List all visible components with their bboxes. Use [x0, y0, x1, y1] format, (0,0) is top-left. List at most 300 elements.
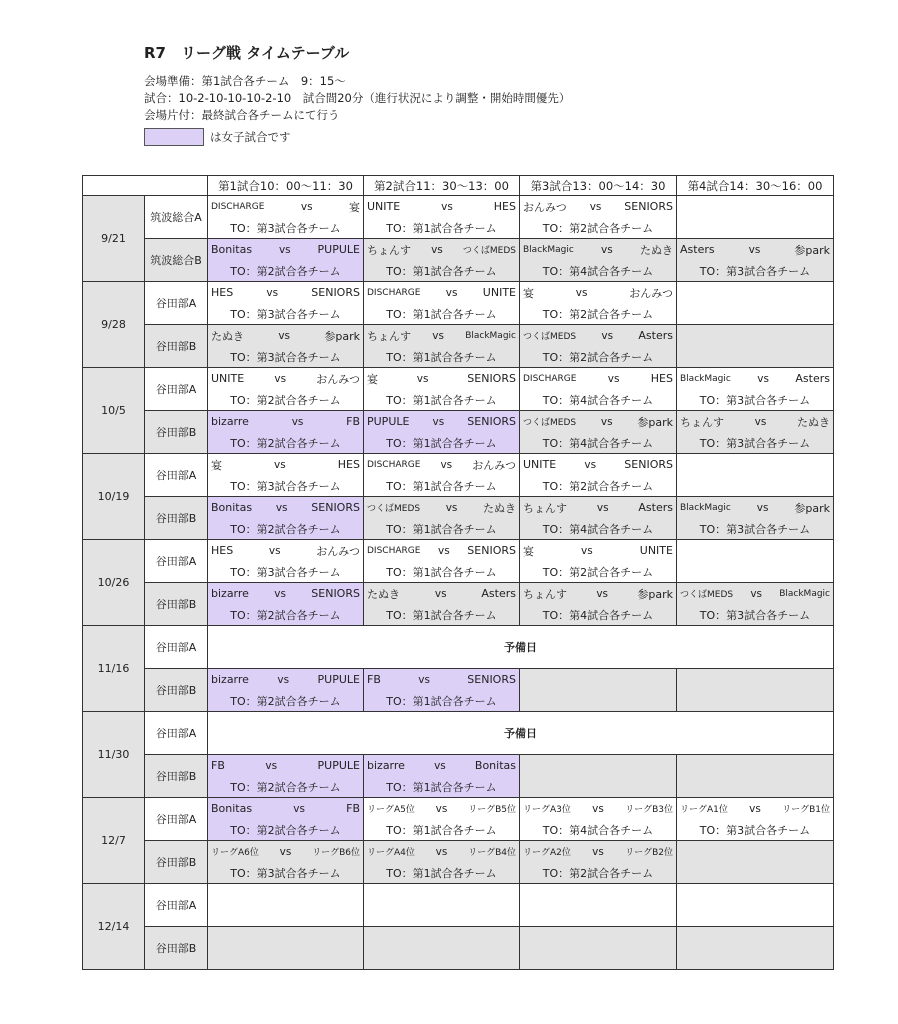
matchup	[208, 497, 363, 518]
table-official-assignment: TO：第1試合各チーム	[364, 690, 519, 711]
vs-label: vs	[278, 329, 291, 342]
match	[364, 239, 519, 281]
venue-cell: 谷田部B	[145, 325, 208, 368]
vs-label: vs	[268, 544, 281, 557]
header-row	[83, 176, 834, 196]
matchup	[677, 411, 833, 432]
match	[520, 325, 676, 367]
vs-label: vs	[445, 286, 458, 299]
vs-label: vs	[438, 544, 450, 557]
game-cell	[364, 798, 520, 841]
table-official-assignment: TO：第2試合各チーム	[230, 393, 341, 407]
away-team: UNITE	[639, 544, 673, 557]
away-team: HES	[493, 200, 516, 213]
game-cell	[520, 454, 677, 497]
away-team: たぬき	[639, 243, 673, 257]
away-team: 参park	[637, 587, 673, 601]
vs-label: vs	[754, 415, 767, 428]
date-cell: 9/28	[83, 282, 145, 368]
matchup	[208, 755, 363, 776]
game-cell	[677, 497, 834, 540]
venue-cell: 谷田部A	[145, 540, 208, 583]
vs-label: vs	[432, 415, 445, 428]
vs-label: vs	[748, 243, 761, 256]
legend-label: は女子試合です	[210, 130, 291, 144]
game-cell	[364, 325, 520, 368]
game-cell	[208, 755, 364, 798]
vs-label: vs	[584, 458, 597, 471]
table-official-assignment: TO：第1試合各チーム	[386, 350, 497, 364]
schedule-row	[83, 927, 834, 970]
schedule-row	[83, 454, 834, 497]
table-official-assignment: TO：第3試合各チーム	[230, 479, 341, 493]
table-official-assignment: TO：第4試合各チーム	[542, 264, 654, 278]
matchup	[208, 282, 363, 303]
schedule-row	[83, 540, 834, 583]
away-team: リーグB5位	[468, 805, 516, 815]
game-cell	[677, 798, 834, 841]
game-cell	[364, 669, 520, 712]
table-official-assignment: TO：第1試合各チーム	[386, 608, 497, 622]
schedule-row	[83, 282, 834, 325]
home-team: bizarre	[211, 673, 249, 686]
home-team: リーグA2位	[523, 848, 571, 858]
home-team: つくばMEDS	[523, 332, 577, 342]
match	[520, 239, 676, 281]
match	[208, 454, 363, 496]
game-cell	[677, 411, 834, 454]
table-official-assignment: TO：第1試合各チーム	[386, 221, 497, 235]
venue-cell: 谷田部A	[145, 798, 208, 841]
legend	[144, 128, 570, 146]
table-official-assignment: TO：第3試合各チーム	[230, 565, 341, 579]
vs-label: vs	[275, 501, 288, 514]
matchup	[677, 583, 833, 604]
matchup	[520, 239, 676, 260]
game-cell	[364, 755, 520, 798]
table-official-assignment: TO：第3試合各チーム	[699, 823, 811, 837]
matchup	[677, 239, 833, 260]
game-cell	[677, 927, 834, 970]
home-team: リーグA1位	[680, 805, 728, 815]
matchup	[520, 798, 676, 819]
girls-match	[208, 497, 363, 539]
home-team: DISCHARGE	[367, 287, 421, 298]
matchup	[520, 540, 676, 561]
schedule-row	[83, 626, 834, 669]
away-team: SENIORS	[311, 286, 360, 299]
away-team: SENIORS	[467, 673, 516, 686]
home-team: 宴	[211, 458, 222, 472]
match	[520, 583, 676, 625]
matchup	[364, 798, 519, 819]
match	[520, 841, 676, 883]
home-team: リーグA6位	[211, 848, 259, 858]
schedule-row	[83, 583, 834, 626]
spare-day-cell: 予備日	[208, 626, 834, 669]
table-official-assignment: TO：第2試合各チーム	[208, 260, 363, 281]
vs-label: vs	[592, 845, 604, 858]
home-team: つくばMEDS	[367, 504, 421, 514]
game-cell	[364, 497, 520, 540]
schedule-row	[83, 669, 834, 712]
col-header-game1: 第1試合10：00～11：30	[208, 176, 364, 196]
game-cell	[364, 884, 520, 927]
match	[520, 798, 676, 840]
vs-label: vs	[757, 372, 769, 385]
away-team: リーグB4位	[468, 848, 516, 858]
game-cell	[208, 669, 364, 712]
home-team: DISCHARGE	[367, 545, 421, 556]
home-team: Bonitas	[211, 802, 253, 815]
matchup	[364, 669, 519, 690]
table-official-assignment: TO：第1試合各チーム	[386, 522, 497, 536]
vs-label: vs	[434, 587, 447, 600]
game-cell	[520, 196, 677, 239]
game-cell	[364, 454, 520, 497]
table-official-assignment: TO：第2試合各チーム	[542, 350, 654, 364]
vs-label: vs	[274, 587, 286, 600]
vs-label: vs	[265, 759, 278, 772]
table-official-assignment: TO：第2試合各チーム	[542, 307, 654, 321]
page-header	[144, 42, 570, 146]
game-cell	[364, 540, 520, 583]
away-team: PUPULE	[317, 759, 360, 772]
game-format-note: 試合：10-2-10-10-10-2-10 試合間20分（進行状況により調整・開始時間優先）	[144, 91, 571, 105]
matchup	[208, 325, 363, 346]
matchup	[520, 196, 676, 217]
matchup	[364, 411, 519, 432]
table-official-assignment: TO：第3試合各チーム	[230, 221, 341, 235]
vs-label: vs	[435, 802, 448, 815]
venue-cell: 谷田部B	[145, 411, 208, 454]
game-cell	[208, 368, 364, 411]
matchup	[364, 325, 519, 346]
home-team: UNITE	[523, 458, 557, 471]
home-team: bizarre	[211, 587, 249, 600]
game-cell	[208, 927, 364, 970]
game-cell	[677, 884, 834, 927]
game-cell	[208, 497, 364, 540]
away-team: HES	[650, 372, 673, 385]
away-team: つくばMEDS	[462, 246, 516, 256]
match	[677, 368, 833, 410]
matchup	[364, 755, 519, 776]
schedule-row	[83, 239, 834, 282]
game-cell	[208, 583, 364, 626]
home-team: UNITE	[367, 200, 401, 213]
away-team: SENIORS	[624, 458, 673, 471]
corner-cell	[83, 176, 208, 196]
table-official-assignment: TO：第1試合各チーム	[386, 264, 497, 278]
venue-cell: 筑波総合A	[145, 196, 208, 239]
vs-label: vs	[749, 802, 761, 815]
vs-label: vs	[277, 673, 290, 686]
table-official-assignment: TO：第3試合各チーム	[699, 522, 811, 536]
matchup	[677, 368, 833, 389]
matchup	[208, 583, 363, 604]
game-cell	[208, 798, 364, 841]
matchup	[364, 282, 519, 303]
home-team: ちょんす	[367, 243, 411, 257]
game-cell	[364, 196, 520, 239]
away-team: リーグB1位	[782, 805, 830, 815]
girls-match	[208, 239, 363, 281]
vs-label: vs	[581, 544, 593, 557]
table-official-assignment: TO：第4試合各チーム	[542, 436, 654, 450]
schedule-row	[83, 411, 834, 454]
away-team: PUPULE	[317, 673, 360, 686]
home-team: つくばMEDS	[523, 418, 577, 428]
home-team: たぬき	[211, 329, 244, 343]
matchup	[364, 239, 519, 260]
vs-label: vs	[291, 415, 304, 428]
venue-cell: 谷田部B	[145, 583, 208, 626]
away-team: おんみつ	[316, 544, 360, 558]
table-official-assignment: TO：第3試合各チーム	[230, 307, 341, 321]
game-cell	[364, 282, 520, 325]
game-cell	[208, 239, 364, 282]
away-team: リーグB6位	[312, 848, 360, 858]
table-official-assignment: TO：第1試合各チーム	[386, 866, 497, 880]
venue-cell: 谷田部A	[145, 626, 208, 669]
home-team: Bonitas	[211, 501, 253, 514]
schedule-row	[83, 755, 834, 798]
match	[364, 497, 519, 539]
matchup	[208, 669, 363, 690]
table-official-assignment: TO：第2試合各チーム	[208, 432, 363, 453]
table-official-assignment: TO：第2試合各チーム	[208, 690, 363, 711]
table-official-assignment: TO：第2試合各チーム	[542, 479, 654, 493]
home-team: PUPULE	[367, 415, 410, 428]
date-cell: 12/7	[83, 798, 145, 884]
schedule-row	[83, 497, 834, 540]
home-team: BlackMagic	[523, 244, 574, 255]
matchup	[208, 540, 363, 561]
game-cell	[208, 540, 364, 583]
table-official-assignment: TO：第2試合各チーム	[208, 776, 363, 797]
vs-label: vs	[601, 329, 614, 342]
girls-match	[364, 411, 519, 453]
game-cell	[520, 497, 677, 540]
matchup	[677, 798, 833, 819]
match	[208, 325, 363, 367]
match	[677, 497, 833, 539]
matchup	[364, 497, 519, 518]
away-team: UNITE	[482, 286, 516, 299]
home-team: 宴	[523, 544, 534, 558]
home-team: つくばMEDS	[680, 590, 734, 600]
table-official-assignment: TO：第2試合各チーム	[542, 565, 654, 579]
vs-label: vs	[596, 587, 609, 600]
match	[520, 454, 676, 496]
table-official-assignment: TO：第3試合各チーム	[230, 350, 341, 364]
game-cell	[520, 927, 677, 970]
home-team: HES	[211, 286, 234, 299]
game-cell	[208, 196, 364, 239]
match	[364, 196, 519, 238]
schedule-row	[83, 325, 834, 368]
girls-match	[208, 583, 363, 625]
date-cell: 11/16	[83, 626, 145, 712]
game-cell	[677, 583, 834, 626]
game-cell	[677, 540, 834, 583]
table-official-assignment: TO：第2試合各チーム	[542, 866, 654, 880]
vs-label: vs	[434, 759, 446, 772]
game-cell	[520, 239, 677, 282]
home-team: DISCHARGE	[211, 201, 265, 212]
schedule-row	[83, 196, 834, 239]
spare-day-cell: 予備日	[208, 712, 834, 755]
vs-label: vs	[750, 587, 762, 600]
vs-label: vs	[279, 845, 292, 858]
vs-label: vs	[416, 372, 429, 385]
game-cell	[520, 282, 677, 325]
matchup	[208, 798, 363, 819]
home-team: FB	[367, 673, 381, 686]
vs-label: vs	[601, 243, 613, 256]
match	[677, 583, 833, 625]
home-team: BlackMagic	[680, 373, 731, 384]
venue-cell: 谷田部B	[145, 497, 208, 540]
vs-label: vs	[266, 286, 279, 299]
match	[364, 454, 519, 496]
away-team: おんみつ	[316, 372, 360, 386]
table-official-assignment: TO：第3試合各チーム	[699, 264, 811, 278]
game-cell	[677, 196, 834, 239]
game-cell	[520, 884, 677, 927]
away-team: たぬき	[797, 415, 830, 429]
vs-label: vs	[441, 200, 453, 213]
matchup	[364, 583, 519, 604]
game-cell	[208, 884, 364, 927]
vs-label: vs	[435, 845, 448, 858]
vs-label: vs	[440, 458, 453, 471]
away-team: 宴	[348, 200, 360, 214]
matchup	[520, 841, 676, 862]
matchup	[520, 497, 676, 518]
matchup	[364, 540, 519, 561]
game-cell	[520, 583, 677, 626]
game-cell	[208, 454, 364, 497]
game-cell	[677, 669, 834, 712]
table-official-assignment: TO：第4試合各チーム	[542, 393, 654, 407]
match	[364, 282, 519, 324]
game-cell	[520, 411, 677, 454]
table-official-assignment: TO：第1試合各チーム	[364, 776, 519, 797]
girls-match	[208, 411, 363, 453]
game-cell	[208, 282, 364, 325]
matchup	[208, 239, 363, 260]
table-official-assignment: TO：第1試合各チーム	[364, 432, 519, 453]
matchup	[208, 368, 363, 389]
matchup	[364, 196, 519, 217]
vs-label: vs	[575, 286, 588, 299]
home-team: ちょんす	[523, 501, 567, 515]
game-cell	[364, 583, 520, 626]
matchup	[520, 583, 676, 604]
game-cell	[520, 325, 677, 368]
matchup	[364, 368, 519, 389]
girls-match	[208, 798, 363, 840]
game-cell	[520, 841, 677, 884]
venue-cell: 谷田部B	[145, 927, 208, 970]
away-team: SENIORS	[311, 587, 360, 600]
match	[677, 239, 833, 281]
col-header-game2: 第2試合11：30～13：00	[364, 176, 520, 196]
game-cell	[677, 841, 834, 884]
table-official-assignment: TO：第2試合各チーム	[208, 604, 363, 625]
vs-label: vs	[589, 200, 602, 213]
home-team: bizarre	[211, 415, 249, 428]
matchup	[520, 282, 676, 303]
game-cell	[520, 368, 677, 411]
date-cell: 10/26	[83, 540, 145, 626]
match	[520, 368, 676, 410]
home-team: FB	[211, 759, 225, 772]
away-team: たぬき	[482, 501, 516, 515]
game-cell	[677, 325, 834, 368]
away-team: BlackMagic	[465, 330, 516, 341]
matchup	[520, 411, 676, 432]
match	[364, 325, 519, 367]
schedule-row	[83, 884, 834, 927]
col-header-game3: 第3試合13：00～14：30	[520, 176, 677, 196]
away-team: SENIORS	[467, 415, 516, 428]
schedule-table	[82, 175, 834, 970]
away-team: リーグB2位	[625, 848, 673, 858]
home-team: おんみつ	[523, 200, 567, 214]
girls-match	[364, 669, 519, 711]
game-cell	[364, 927, 520, 970]
girls-legend-swatch	[144, 128, 204, 146]
match	[208, 841, 363, 883]
venue-cell: 谷田部B	[145, 841, 208, 884]
away-team: FB	[346, 415, 360, 428]
match	[364, 798, 519, 840]
game-cell	[208, 841, 364, 884]
matchup	[520, 368, 676, 389]
schedule-row	[83, 368, 834, 411]
away-team: おんみつ	[629, 286, 673, 300]
table-official-assignment: TO：第2試合各チーム	[208, 819, 363, 840]
home-team: DISCHARGE	[523, 373, 577, 384]
away-team: Bonitas	[474, 759, 516, 772]
match	[208, 282, 363, 324]
page-title: R7 リーグ戦 タイムテーブル	[144, 44, 350, 62]
girls-match	[208, 669, 363, 711]
away-team: 参park	[324, 329, 360, 343]
venue-cell: 谷田部B	[145, 669, 208, 712]
matchup	[208, 841, 363, 862]
vs-label: vs	[600, 415, 613, 428]
home-team: たぬき	[367, 587, 400, 601]
table-official-assignment: TO：第4試合各チーム	[542, 608, 654, 622]
col-header-game4: 第4試合14：30～16：00	[677, 176, 834, 196]
away-team: 参park	[637, 415, 673, 429]
matchup	[677, 497, 833, 518]
game-cell	[364, 239, 520, 282]
home-team: ちょんす	[680, 415, 724, 429]
home-team: Bonitas	[211, 243, 253, 256]
table-official-assignment: TO：第1試合各チーム	[386, 393, 497, 407]
game-cell	[677, 454, 834, 497]
match	[364, 583, 519, 625]
game-cell	[677, 282, 834, 325]
vs-label: vs	[278, 243, 291, 256]
away-team: HES	[337, 458, 360, 471]
vs-label: vs	[592, 802, 604, 815]
